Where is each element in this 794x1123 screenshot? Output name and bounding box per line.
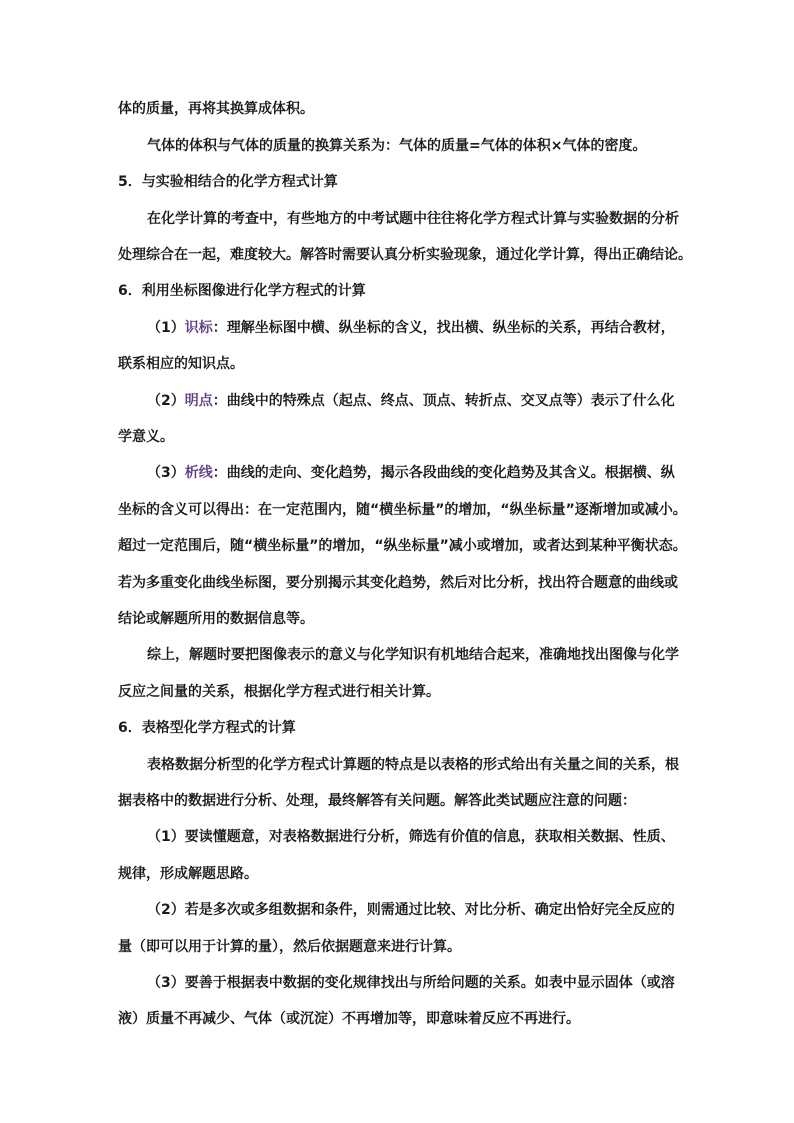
paragraph-line: （2）若是多次或多组数据和条件，则需通过比较、对比分析、确定出恰好完全反应的	[147, 902, 675, 918]
paragraph-line: 据表格中的数据进行分析、处理，最终解答有关问题。解答此类试题应注意的问题：	[118, 793, 636, 809]
numbered-item-1	[147, 318, 675, 338]
item-number: （1）	[147, 320, 185, 336]
paragraph-line: 在化学计算的考查中，有些地方的中考试题中往往将化学方程式计算与实验数据的分析	[147, 211, 679, 227]
item-number: （2）	[147, 393, 185, 409]
paragraph-line: 坐标的含义可以得出：在一定范围内，随“横坐标量”的增加，“纵坐标量”逐渐增加或减小。	[118, 502, 687, 518]
paragraph-line: 反应之间量的关系，根据化学方程式进行相关计算。	[118, 684, 440, 700]
paragraph-line: 量（即可以用于计算的量），然后依据题意来进行计算。	[118, 939, 461, 955]
item-text: ：曲线中的特殊点（起点、终点、顶点、转折点、交叉点等）表示了什么化	[212, 393, 675, 409]
item-keyword: 识标	[184, 320, 213, 336]
paragraph-line: 超过一定范围后，随“横坐标量”的增加，“纵坐标量”减小或增加，或者达到某种平衡状态。	[118, 538, 687, 554]
paragraph-line: 液）质量不再减少、气体（或沉淀）不再增加等，即意味着反应不再进行。	[118, 1011, 580, 1027]
paragraph-line: 结论或解题所用的数据信息等。	[118, 611, 314, 627]
item-text: ：理解坐标图中横、纵坐标的含义，找出横、纵坐标的关系，再结合教材，	[212, 320, 675, 336]
paragraph-line: 联系相应的知识点。	[118, 356, 244, 372]
section-heading: 6．表格型化学方程式的计算	[118, 720, 296, 736]
paragraph-line: （3）要善于根据表中数据的变化规律找出与所给问题的关系。如表中显示固体（或溶	[147, 975, 675, 991]
paragraph-line: 综上，解题时要把图像表示的意义与化学知识有机地结合起来，准确地找出图像与化学	[147, 647, 679, 663]
paragraph-line: 气体的体积与气体的质量的换算关系为：气体的质量=气体的体积×气体的密度。	[147, 138, 647, 154]
numbered-item-3	[147, 463, 675, 483]
item-keyword: 析线	[184, 465, 213, 481]
section-heading: 6．利用坐标图像进行化学方程式的计算	[118, 283, 366, 299]
paragraph-line: 体的质量，再将其换算成体积。	[118, 101, 314, 117]
item-number: （3）	[147, 465, 185, 481]
paragraph-line: 处理综合在一起，难度较大。解答时需要认真分析实验现象，通过化学计算，得出正确结论。	[118, 247, 692, 263]
paragraph-line: 规律，形成解题思路。	[118, 866, 258, 882]
paragraph-line: 表格数据分析型的化学方程式计算题的特点是以表格的形式给出有关量之间的关系，根	[147, 757, 679, 773]
paragraph-line: 学意义。	[118, 429, 174, 445]
section-heading: 5．与实验相结合的化学方程式计算	[118, 174, 338, 190]
paragraph-line: （1）要读懂题意，对表格数据进行分析，筛选有价值的信息，获取相关数据、性质、	[147, 829, 675, 845]
item-keyword: 明点	[184, 393, 213, 409]
paragraph-line: 若为多重变化曲线坐标图，要分别揭示其变化趋势，然后对比分析，找出符合题意的曲线或	[118, 575, 678, 591]
item-text: ：曲线的走向、变化趋势，揭示各段曲线的变化趋势及其含义。根据横、纵	[212, 465, 675, 481]
numbered-item-2	[147, 391, 675, 411]
